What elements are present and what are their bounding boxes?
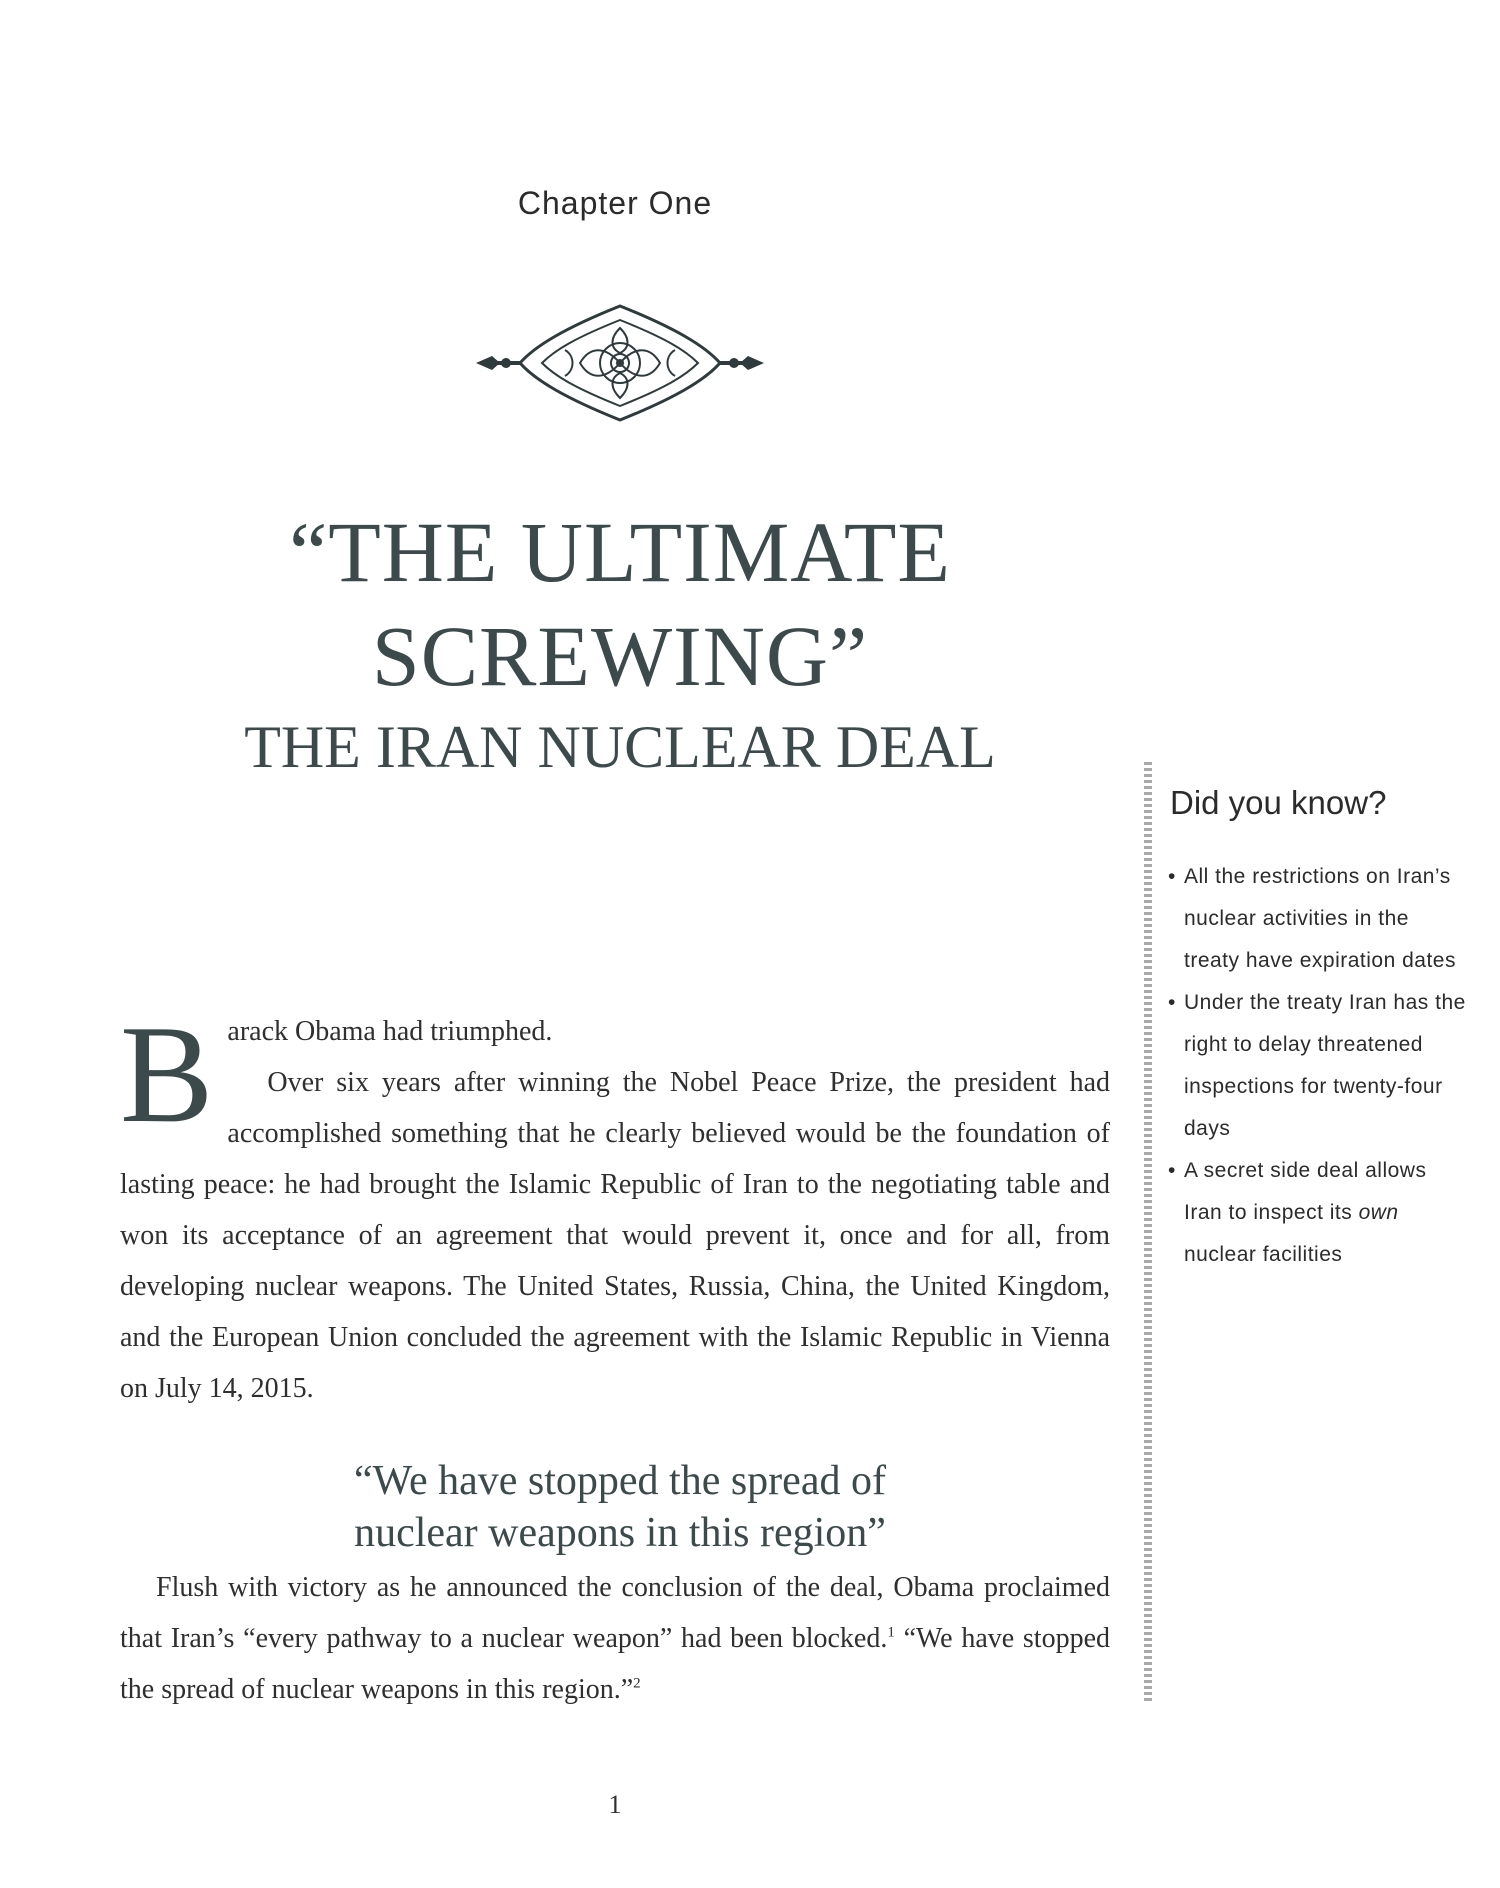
sidebar-item-emphasis: own (1358, 1201, 1399, 1224)
section-heading-line-1: “We have stopped the spread of (354, 1458, 886, 1504)
sidebar-divider (1144, 762, 1152, 1702)
chapter-label: Chapter One (517, 185, 713, 221)
opening-first-line: arack Obama had triumphed. (227, 1016, 553, 1047)
sidebar-item (1168, 856, 1468, 982)
chapter-title (180, 500, 1060, 708)
chapter-title-line-2: SCREWING” (371, 608, 869, 704)
drop-cap: B (120, 997, 214, 1152)
section-paragraph-part-2: “We have stopped the spread of nuclear weapons in this region.” (120, 1623, 1111, 1705)
opening-text (120, 997, 1110, 1414)
sidebar-title: Did you know? (1170, 784, 1387, 821)
chapter-subtitle: THE IRAN NUCLEAR DEAL (244, 714, 996, 780)
section-heading (200, 1455, 1040, 1559)
section-heading-line-2: nuclear weapons in this region” (354, 1510, 886, 1556)
sidebar-item-text-before: A secret side deal allows Iran to inspect its (1184, 1159, 1427, 1224)
opening-paragraph: Over six years after winning the Nobel Peace Prize, the president had accomplished something that he clearly believed would be the foundation of lasting peace: he had brought the Islamic Republic of Iran to the negotiating table and won its acceptance of an agreement that would prevent it, once and for all, from developing nuclear weapons. The United States, Russia, China, the United Kingdom, and the European Union concluded the agreement with the Islamic Republic in Vienna on July 14, 2015. (120, 1067, 1110, 1404)
footnote-ref-2[interactable]: 2 (633, 1675, 641, 1692)
sidebar-item-text-after: nuclear facilities (1184, 1243, 1343, 1266)
footnote-ref-1[interactable]: 1 (887, 1624, 895, 1641)
sidebar-item-text: All the restrictions on Iran’s nuclear activities in the treaty have expiration dates (1184, 865, 1456, 972)
section-text (120, 1562, 1110, 1715)
sidebar-item-text: Under the treaty Iran has the right to delay threatened inspections for twenty-four days (1184, 991, 1466, 1140)
section-paragraph (120, 1562, 1110, 1715)
sidebar-item (1168, 982, 1468, 1150)
page-number: 1 (608, 1790, 622, 1819)
chapter-title-line-1: “THE ULTIMATE (289, 504, 951, 600)
sidebar-list (1168, 856, 1468, 1276)
section-paragraph-part-1: Flush with victory as he announced the conclusion of the deal, Obama proclaimed that Iran’s “every pathway to a nuclear weapon” had been blocked. (120, 1572, 1110, 1654)
ornament-icon (470, 298, 770, 428)
sidebar-item (1168, 1150, 1468, 1276)
